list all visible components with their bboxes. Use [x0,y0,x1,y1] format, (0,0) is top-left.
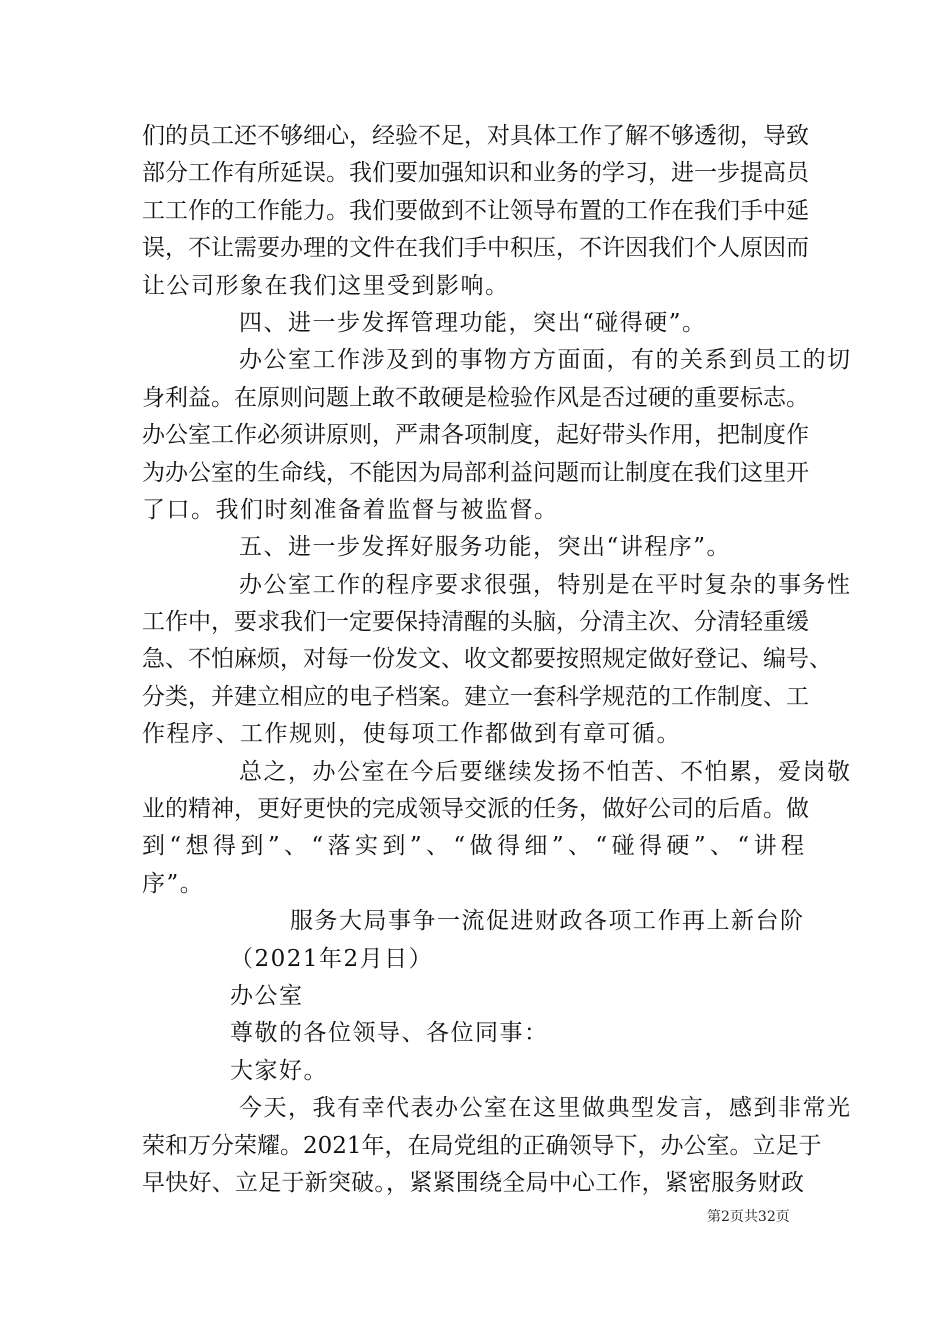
text-line: 了口。我们时刻准备着监督与被监督。 [142,496,559,523]
text-line: 部分工作有所延误。我们要加强知识和业务的学习，进一步提高员 [142,160,809,187]
page-number: 第2页共32页 [707,1209,790,1225]
section-heading: 五、进一步发挥好服务功能，突出“讲程序”。 [239,534,732,561]
text-line: 到“想得到”、“落实到”、“做得细”、“碰得硬”、“讲程 [142,833,804,860]
text-line: 让公司形象在我们这里受到影响。 [142,272,510,299]
text-line: 急、不怕麻烦，对每一份发文、收文都要按照规定做好登记、编号、 [142,646,832,673]
text-line: 办公室工作涉及到的事物方方面面，有的关系到员工的切 [239,347,852,374]
text-line: 为办公室的生命线，不能因为局部利益问题而让制度在我们这里开 [142,459,809,486]
text-line: 工作中，要求我们一定要保持清醒的头脑，分清主次、分清轻重缓 [142,609,809,636]
text-line: 工工作的工作能力。我们要做到不让领导布置的工作在我们手中延 [142,197,809,224]
document-body [142,118,852,1202]
document-author: 办公室 [230,982,304,1009]
text-line: 办公室工作必须讲原则，严肃各项制度，起好带头作用，把制度作 [142,422,809,449]
text-line: 们的员工还不够细心，经验不足，对具体工作了解不够透彻，导致 [142,123,809,149]
salutation: 尊敬的各位领导、各位同事： [230,1020,549,1047]
text-line: 误，不让需要办理的文件在我们手中积压，不许因我们个人原因而 [142,235,809,262]
text-line: 分类，并建立相应的电子档案。建立一套科学规范的工作制度、工 [142,683,809,710]
document-date: （2021年2月日） [230,945,434,972]
document-title: 服务大局事争一流促进财政各项工作再上新台阶 [290,908,805,935]
greeting: 大家好。 [230,1057,328,1084]
section-heading: 四、进一步发挥管理功能，突出“碰得硬”。 [239,309,707,336]
text-line: 今天，我有幸代表办公室在这里做典型发言，感到非常光 [239,1095,852,1122]
text-line: 荣和万分荣耀。2021年，在局党组的正确领导下，办公室。立足于 [142,1132,822,1159]
text-line: 总之，办公室在今后要继续发扬不怕苦、不怕累，爱岗敬 [239,758,852,785]
text-line: 业的精神，更好更快的完成领导交派的任务，做好公司的后盾。做 [142,796,809,823]
text-line: 早快好、立足于新突破。，紧紧围绕全局中心工作，紧密服务财政 [142,1169,804,1196]
text-line: 身利益。在原则问题上敢不敢硬是检验作风是否过硬的重要标志。 [142,384,809,411]
text-line: 作程序、工作规则，使每项工作都做到有章可循。 [142,721,681,748]
text-line: 序”。 [142,870,205,897]
text-line: 办公室工作的程序要求很强，特别是在平时复杂的事务性 [239,571,852,598]
